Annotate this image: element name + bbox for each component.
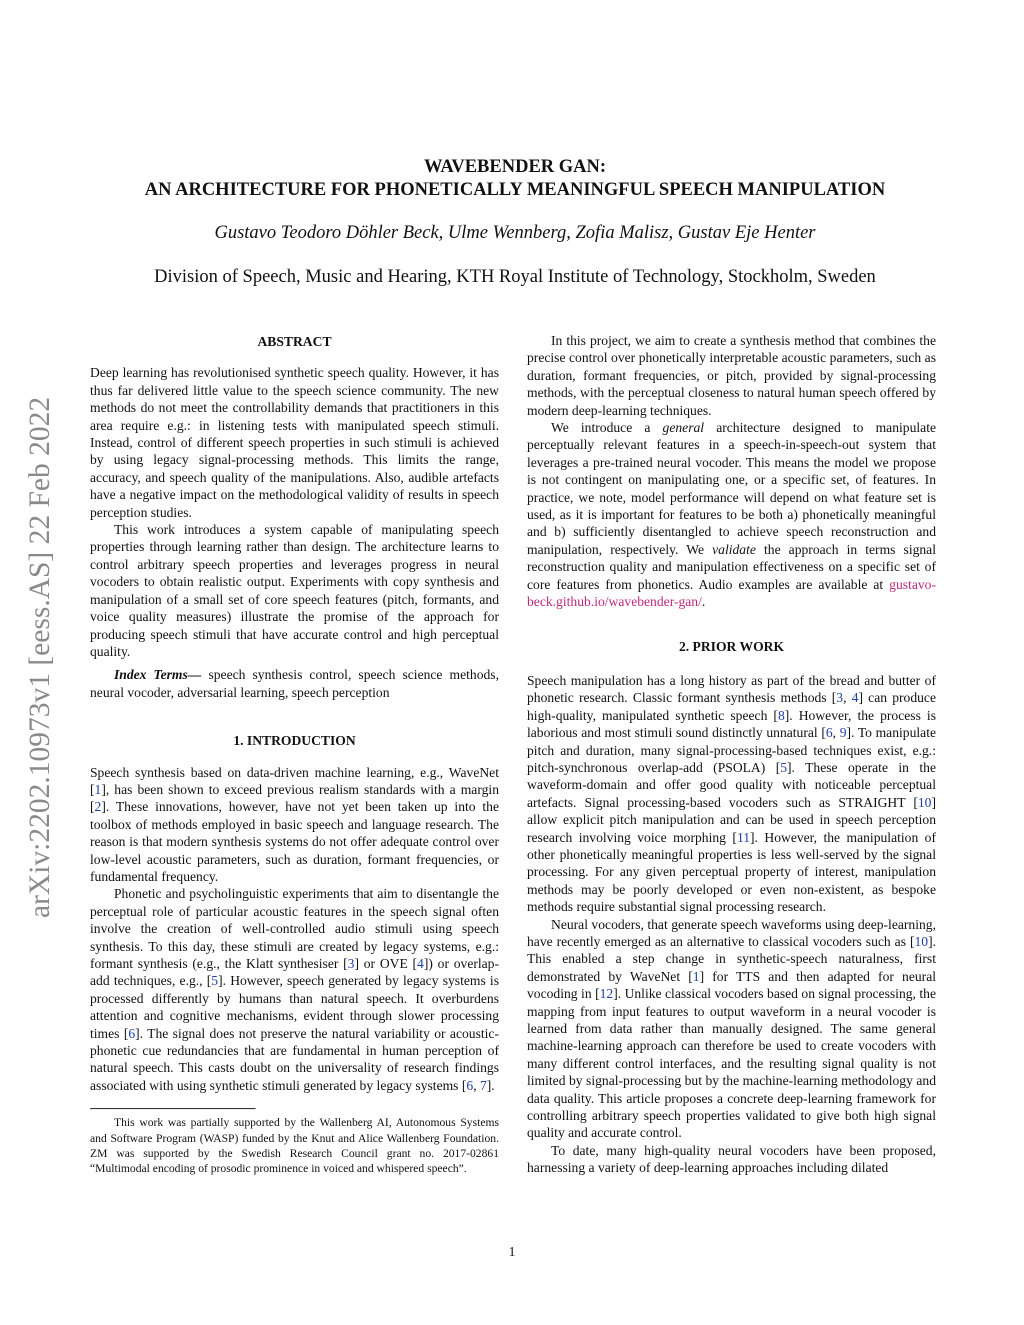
paper-title [90, 156, 940, 202]
intro-paragraph-1: Speech synthesis based on data-driven machine learning, e.g., WaveNet [1], has been shown to exceed previous realism standards with a margin [2]. These innovations, however, have not yet been taken up into the toolbox of methods employed in basic speech and language research. The reason is that modern synthesis systems do not offer adequate control over low-level acoustic parameters, such as duration, formant frequencies, or fundamental frequency. [90, 764, 499, 884]
left-column [90, 332, 499, 1177]
intro-paragraph-2: Phonetic and psycholinguistic experiments that aim to disentangle the perceptual role of particular acoustic features in the speech signal often involve the creation of well-controlled audio stimuli using speech synthesis. To this day, these stimuli are created by legacy systems, e.g.: formant synthesis (e.g., the Klatt synthesiser [3] or OVE [4]) or overlap-add techniques, e.g., [5]. However, speech generated by legacy systems is processed differently by humans than natural speech. It overburdens attention and cognitive mechanisms, evident through slower processing times [6]. The signal does not preserve the natural variability or acoustic-phonetic cue redundancies that are fundamental in human perception of natural speech. This casts doubt on the universality of research findings associated with using synthetic stimuli generated by legacy systems [6, 7]. [90, 886, 500, 1093]
arxiv-identifier: arXiv:2202.10973v1 [eess.AS] 22 Feb 2022 [24, 396, 56, 918]
citation-link[interactable]: 11 [736, 829, 751, 845]
right-paragraph-1: In this project, we aim to create a synthesis method that combines the precise control over phonetically interpretable acoustic parameters, such as duration, formant frequencies, or pitch, provided by signal-processing methods, with the perceptual closeness to natural human speech offered by modern deep-learning techniques. [527, 333, 936, 418]
prior-work-paragraph-2: Neural vocoders, that generate speech waveforms using deep-learning, have recently emerged as an alternative to classical vocoders such as [10]. This enabled a step change in synthetic-speech naturalness, first demonstrated by WaveNet [1] for TTS and then adapted for neural vocoding in [12]. Unlike classical vocoders based on signal processing, the mapping from input features to output waveform in a neural vocoder is learned from data rather than manually designed. The same general machine-learning approach can therefore be used to create vocoders with many different control interfaces, and the resulting signal quality is not limited by signal-processing but by the machine-learning methodology and data quality. This article proposes a concrete deep-learning framework for controlling arbitrary speech properties validated to give both high signal quality and accurate control. [527, 916, 936, 1141]
prior-work-paragraph-1: Speech manipulation has a long history as part of the bread and butter of phonetic research. Classic formant synthesis methods [3, 4] can produce high-quality, manipulated synthetic speech [8]. However, the process is laborious and most stimuli sound distinctly unnatural [6, 9]. To manipulate pitch and duration, many signal-processing-based techniques exist, e.g.: pitch-synchronous overlap-add (PSOLA) [5]. These operate in the waveform-domain and offer good quality with noticeable perceptual artefacts. Signal processing-based vocoders such as STRAIGHT [10] allow explicit pitch manipulation and can be used in speech perception research involving voice morphing [11]. However, the manipulation of other phonetically meaningful properties is less well-served by the signal processing. For any given perceptual property of interest, manipulation methods may be poorly developed or even non-existent, as bespoke methods require substantial signal processing research. [527, 672, 937, 915]
emphasis-validate: validate [712, 541, 756, 557]
abstract-paragraph-1: Deep learning has revolutionised synthetic speech quality. However, it has thus far delivered little value to the speech science community. The new methods do not meet the controllability demands that practitioners in this area require e.g.: in listening tests with manipulated speech stimuli. Instead, control of different speech properties in such stimuli is achieved by using legacy signal-processing methods. This limits the range, accuracy, and speech quality of the manipulations. Also, audible artefacts have a negative impact on the methodological validity of results in speech perception studies. [90, 365, 499, 520]
introduction-heading: 1. INTRODUCTION [233, 733, 356, 749]
abstract-paragraph-2: This work introduces a system capable of manipulating speech properties through learning rather than design. The architecture learns to control arbitrary speech properties and leverages progress in neural vocoders to obtain realistic output. Experiments with copy synthesis and manipulation of a small set of core speech features (pitch, formants, and voice quality measures) illustrate the promise of the approach for producing speech stimuli that have accurate control and high perceptual quality. [90, 522, 499, 659]
citation-link[interactable]: 12 [599, 986, 614, 1002]
abstract-heading: ABSTRACT [257, 334, 332, 349]
citation-link[interactable]: 10 [917, 794, 932, 810]
citation-link[interactable]: 2 [94, 799, 102, 815]
citation-link[interactable]: 3 [347, 956, 355, 971]
citation-link[interactable]: 6 [466, 1077, 474, 1093]
citation-link[interactable]: 6 [825, 725, 833, 741]
audio-examples-link[interactable]: gustavo-beck.github.io/wavebender-gan/ [527, 576, 936, 610]
affiliation: Division of Speech, Music and Hearing, KTH Royal Institute of Technology, Stockholm, Sweden [154, 267, 876, 287]
citation-link[interactable]: 9 [839, 725, 847, 741]
citation-link[interactable]: 8 [777, 707, 785, 723]
emphasis-general: general [662, 420, 705, 436]
citation-link[interactable]: 4 [851, 690, 859, 706]
citation-link[interactable]: 1 [692, 968, 700, 984]
citation-link[interactable]: 7 [479, 1077, 487, 1093]
citation-link[interactable]: 4 [417, 956, 424, 971]
index-terms-label: Index Terms— [114, 667, 202, 683]
citation-link[interactable]: 5 [780, 759, 788, 775]
citation-link[interactable]: 3 [836, 690, 844, 706]
prior-work-paragraph-3: To date, many high-quality neural vocoders have been proposed, harnessing a variety of deep-learning approaches including dilated [527, 1142, 936, 1176]
index-terms-text: speech synthesis control, speech science methods, neural vocoder, adversarial learning, speech perception [90, 667, 499, 700]
footnote: This work was partially supported by the Wallenberg AI, Autonomous Systems and Software Program (WASP) funded by the Knut and Alice Wallenberg Foundation. ZM was supported by the Swedish Research Council grant no. 2017-02861 “Multimodal encoding of prosodic prominence in voiced and whispered speech”. [90, 1116, 499, 1176]
author-list: Gustavo Teodoro Döhler Beck, Ulme Wennberg, Zofia Malisz, Gustav Eje Henter [214, 223, 816, 243]
right-paragraph-2: We introduce a general architecture designed to manipulate perceptually relevant features in a speech-in-speech-out system that leverages a pre-trained neural vocoder. This means the model we propose is not contingent on manipulating one, or a specific set, of features. In practice, we note, model performance will depend on what feature set is used, as it is important for features to be both a) phonetically meaningful and b) sufficiently disentangled to achieve speech reconstruction and manipulation, respectively. We validate the approach in terms signal reconstruction quality and manipulation effectiveness on a specific set of core features from phonetics. Audio examples are available at gustavo-beck.github.io/wavebender-gan/. [527, 420, 937, 610]
title-line-1: WAVEBENDER GAN: [423, 157, 607, 177]
prior-work-heading: 2. PRIOR WORK [678, 638, 785, 654]
citation-link[interactable]: 10 [914, 934, 929, 949]
title-line-2: AN ARCHITECTURE FOR PHONETICALLY MEANINGFUL SPEECH MANIPULATION [144, 180, 886, 200]
index-terms [90, 666, 499, 701]
citation-link[interactable]: 5 [211, 973, 219, 989]
page-number: 1 [508, 1244, 516, 1259]
right-column [527, 332, 936, 1177]
footnote-rule [90, 1108, 256, 1110]
citation-link[interactable]: 1 [94, 781, 102, 797]
citation-link[interactable]: 6 [128, 1025, 136, 1041]
